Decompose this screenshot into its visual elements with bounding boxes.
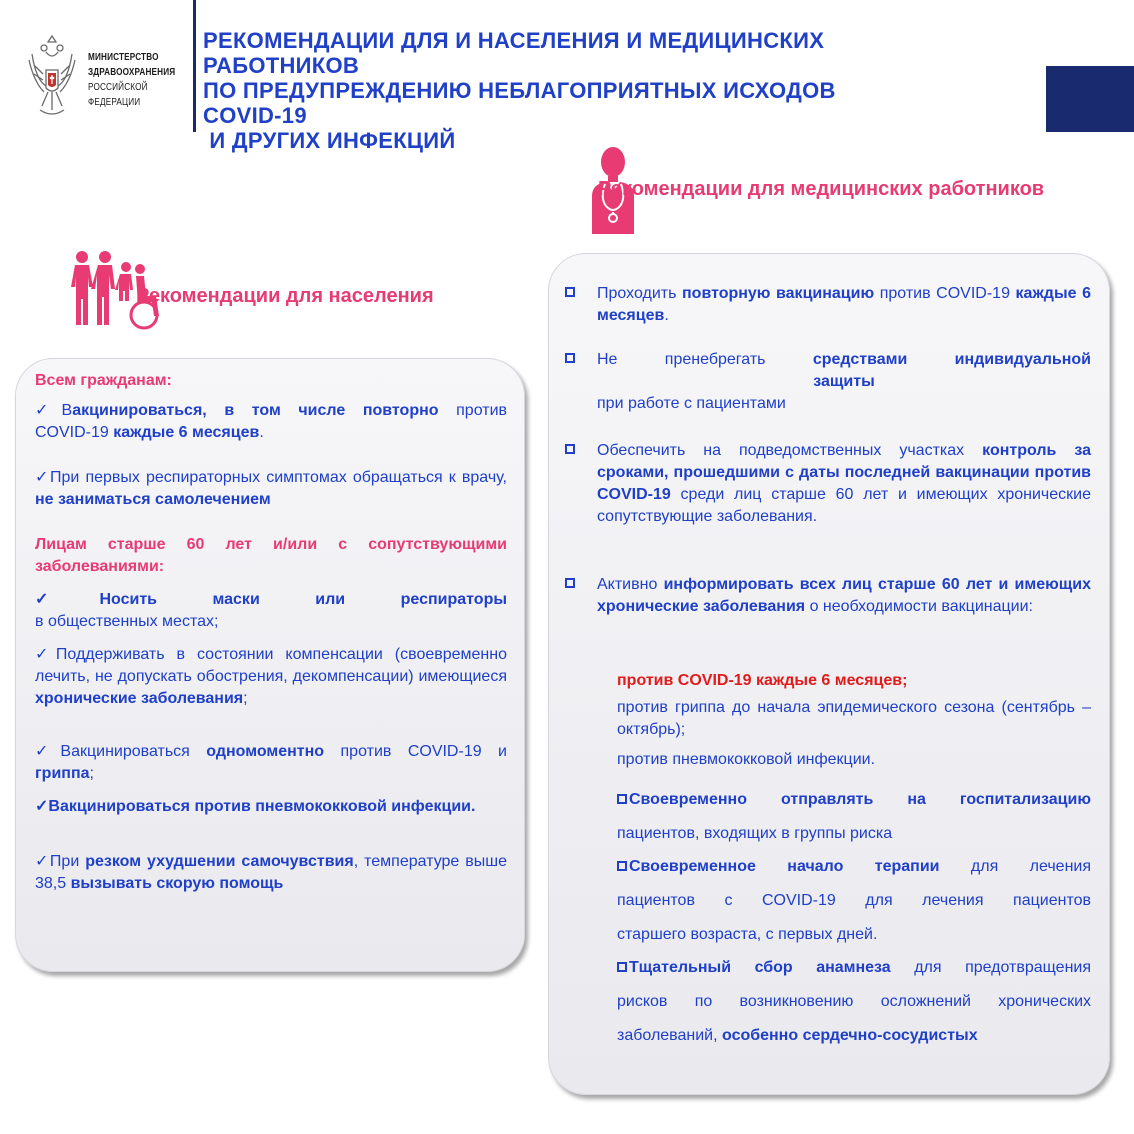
- checkbox-icon: [565, 577, 579, 591]
- population-heading: Рекомендации для населения: [136, 285, 434, 307]
- ministry-name: МИНИСТЕРСТВО ЗДРАВООХРАНЕНИЯ РОССИЙСКОЙ ФЕДЕРАЦИИ: [88, 51, 176, 108]
- hospitalization-item: Своевременно отправлять на госпитализацию пациентов, входящих в группы риска: [617, 791, 1091, 842]
- double-headed-eagle-emblem-icon: [26, 30, 78, 126]
- inform-elderly-item: Активно информировать всех лиц старше 60 лет и имеющих хронические заболевания о необходимости вакцинации:: [597, 576, 1091, 615]
- all-citizens-label: Всем гражданам:: [35, 372, 172, 389]
- respiratory-symptoms-item: ✓При первых респираторных симптомах обращаться к врачу, не заниматься самолечением: [35, 469, 507, 508]
- ppe-item: Не пренебрегать средствами индивидуальной защиты при работе с пациентами: [597, 351, 1091, 412]
- checkbox-icon: [617, 861, 627, 871]
- vaccinate-repeat-item: ✓Вакцинироваться, в том числе повторно против COVID-19 каждые 6 месяцев.: [35, 402, 508, 441]
- checkbox-icon: [565, 286, 579, 300]
- vaccination-control-item: Обеспечить на подведомственных участках контроль за сроками, прошедшими с даты последней вакцинации против COVID-19 среди лиц старше 60 лет и имеющих хронические сопутствующие заболевания.: [597, 442, 1091, 525]
- anamnesis-item: Тщательный сбор анамнеза для предотвращения рисков по возникновению осложнений хронических заболеваний, особенно сердечно-сосудистых: [617, 959, 1091, 1044]
- chronic-compensation-item: ✓Поддерживать в состоянии компенсации (своевременно лечить, не допускать обострения, декомпенсации) имеющиеся хронические заболевания;: [35, 646, 507, 707]
- checkbox-icon: [565, 352, 579, 366]
- checkbox-icon: [565, 443, 579, 457]
- therapy-start-item: Своевременное начало терапии для лечения пациентов с COVID-19 для лечения пациентов старшего возраста, с первых дней.: [617, 858, 1091, 943]
- simultaneous-vaccination-item: ✓Вакцинироваться одномоментно против COVID-19 и гриппа;: [35, 743, 507, 782]
- header-divider: [193, 0, 196, 132]
- ambulance-item: ✓При резком ухудшении самочувствия, температуре выше 38,5 вызывать скорую помощь: [35, 853, 508, 892]
- pneumococcal-item: ✓Вакцинироваться против пневмококковой инфекции.: [35, 798, 476, 815]
- pneumococcal-vaccination: против пневмококковой инфекции.: [617, 751, 876, 768]
- repeat-vaccination-item: Проходить повторную вакцинацию против COVID-19 каждые 6 месяцев.: [597, 285, 1091, 324]
- ministry-logo: [22, 30, 192, 130]
- checkbox-icon: [617, 794, 627, 804]
- decorative-navy-block: [1046, 66, 1134, 132]
- covid-every-6-months: против COVID-19 каждые 6 месяцев;: [617, 672, 908, 689]
- masks-item: ✓Носить маски или респираторы в общественных местах;: [35, 591, 507, 630]
- seniors-label: Лицам старше 60 лет и/или с сопутствующими заболеваниями:: [35, 536, 507, 575]
- page-title: РЕКОМЕНДАЦИИ ДЛЯ И НАСЕЛЕНИЯ И МЕДИЦИНСКИХ РАБОТНИКОВ ПО ПРЕДУПРЕЖДЕНИЮ НЕБЛАГОПРИЯТНЫХ ИСХОДОВ COVID-19 И ДРУГИХ ИНФЕКЦИЙ: [203, 28, 836, 153]
- flu-vaccination: против гриппа до начала эпидемического сезона (сентябрь – октябрь);: [617, 699, 1091, 738]
- medical-heading: Рекомендации для медицинских работников: [598, 178, 1045, 200]
- checkbox-icon: [617, 962, 627, 972]
